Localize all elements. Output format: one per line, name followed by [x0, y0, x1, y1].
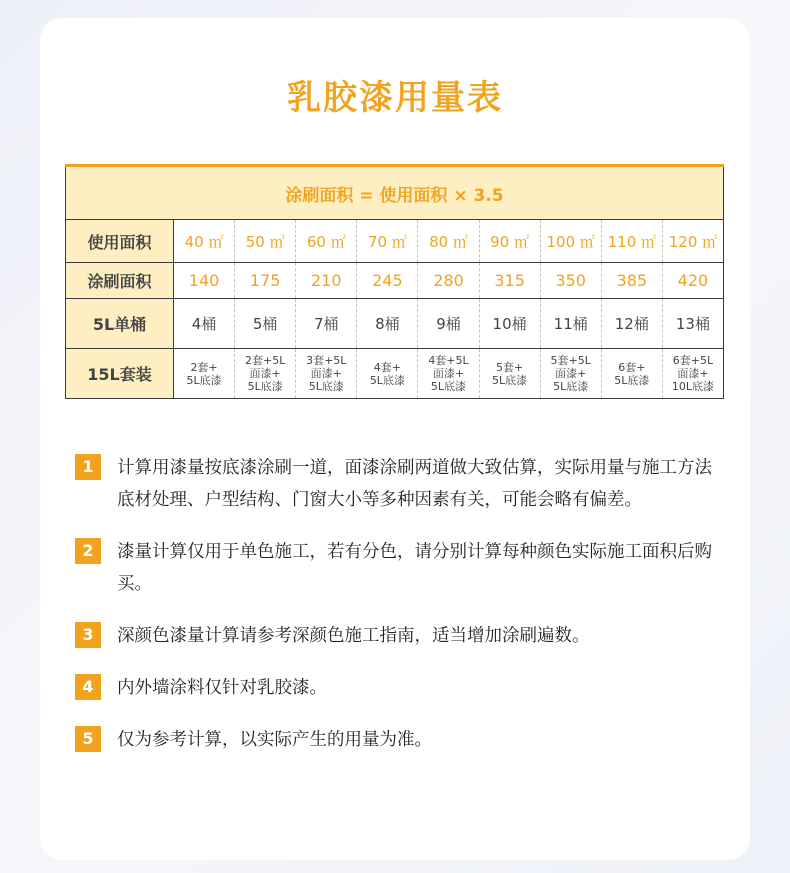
note-item: [75, 452, 725, 516]
note-item: [75, 536, 725, 600]
table-cell: 8桶: [357, 299, 418, 349]
table-cell: 315: [479, 263, 540, 299]
table-cell: 6套+5L 面漆+ 10L底漆: [662, 349, 723, 399]
table-cell: 280: [418, 263, 479, 299]
note-number-badge: 2: [75, 538, 101, 564]
table-cell: 4桶: [174, 299, 235, 349]
table-cell: 70 ㎡: [357, 220, 418, 263]
table-cell: 13桶: [662, 299, 723, 349]
note-text: 仅为参考计算，以实际产生的用量为准。: [117, 730, 432, 750]
table-cell: 12桶: [601, 299, 662, 349]
table-cell: 3套+5L 面漆+ 5L底漆: [296, 349, 357, 399]
table-cell: 4套+ 5L底漆: [357, 349, 418, 399]
formula-text: 涂刷面积 = 使用面积 × 3.5: [66, 166, 724, 220]
note-number-badge: 5: [75, 726, 101, 752]
table-cell: 210: [296, 263, 357, 299]
table-cell: 6套+ 5L底漆: [601, 349, 662, 399]
paint-usage-table: [65, 164, 724, 399]
note-number-badge: 3: [75, 622, 101, 648]
table-cell: 245: [357, 263, 418, 299]
table-cell: 5套+ 5L底漆: [479, 349, 540, 399]
table-cell: 5桶: [235, 299, 296, 349]
table-cell: 100 ㎡: [540, 220, 601, 263]
table-cell: 110 ㎡: [601, 220, 662, 263]
note-number-badge: 4: [75, 674, 101, 700]
table-cell: 140: [174, 263, 235, 299]
table-cell: 2套+5L 面漆+ 5L底漆: [235, 349, 296, 399]
note-item: [75, 724, 725, 756]
table-cell: 40 ㎡: [174, 220, 235, 263]
table-row-5l-bucket: [66, 299, 724, 349]
note-item: [75, 620, 725, 652]
table-cell: 90 ㎡: [479, 220, 540, 263]
table-cell: 60 ㎡: [296, 220, 357, 263]
note-text: 深颜色漆量计算请参考深颜色施工指南，适当增加涂刷遍数。: [117, 626, 590, 646]
formula-row: [66, 166, 724, 220]
row-header: 15L套装: [66, 349, 174, 399]
note-number-badge: 1: [75, 454, 101, 480]
table-cell: 9桶: [418, 299, 479, 349]
page-title: 乳胶漆用量表: [287, 78, 503, 118]
row-header: 涂刷面积: [66, 263, 174, 299]
table-cell: 50 ㎡: [235, 220, 296, 263]
notes-list: [75, 452, 725, 776]
table-row-usage-area: [66, 220, 724, 263]
table-cell: 4套+5L 面漆+ 5L底漆: [418, 349, 479, 399]
table-row-15l-kit: [66, 349, 724, 399]
note-text: 漆量计算仅用于单色施工，若有分色，请分别计算每种颜色实际施工面积后购买。: [117, 542, 712, 594]
table-cell: 11桶: [540, 299, 601, 349]
table-cell: 80 ㎡: [418, 220, 479, 263]
table-cell: 10桶: [479, 299, 540, 349]
table-cell: 120 ㎡: [662, 220, 723, 263]
note-text: 内外墙涂料仅针对乳胶漆。: [117, 678, 327, 698]
row-header: 使用面积: [66, 220, 174, 263]
table-cell: 350: [540, 263, 601, 299]
table-cell: 2套+ 5L底漆: [174, 349, 235, 399]
note-item: [75, 672, 725, 704]
table-cell: 175: [235, 263, 296, 299]
table-row-coating-area: [66, 263, 724, 299]
table-cell: 5套+5L 面漆+ 5L底漆: [540, 349, 601, 399]
table-cell: 7桶: [296, 299, 357, 349]
row-header: 5L单桶: [66, 299, 174, 349]
table-cell: 385: [601, 263, 662, 299]
note-text: 计算用漆量按底漆涂刷一道，面漆涂刷两道做大致估算，实际用量与施工方法底材处理、户型结构、门窗大小等多种因素有关，可能会略有偏差。: [117, 458, 712, 510]
table-cell: 420: [662, 263, 723, 299]
